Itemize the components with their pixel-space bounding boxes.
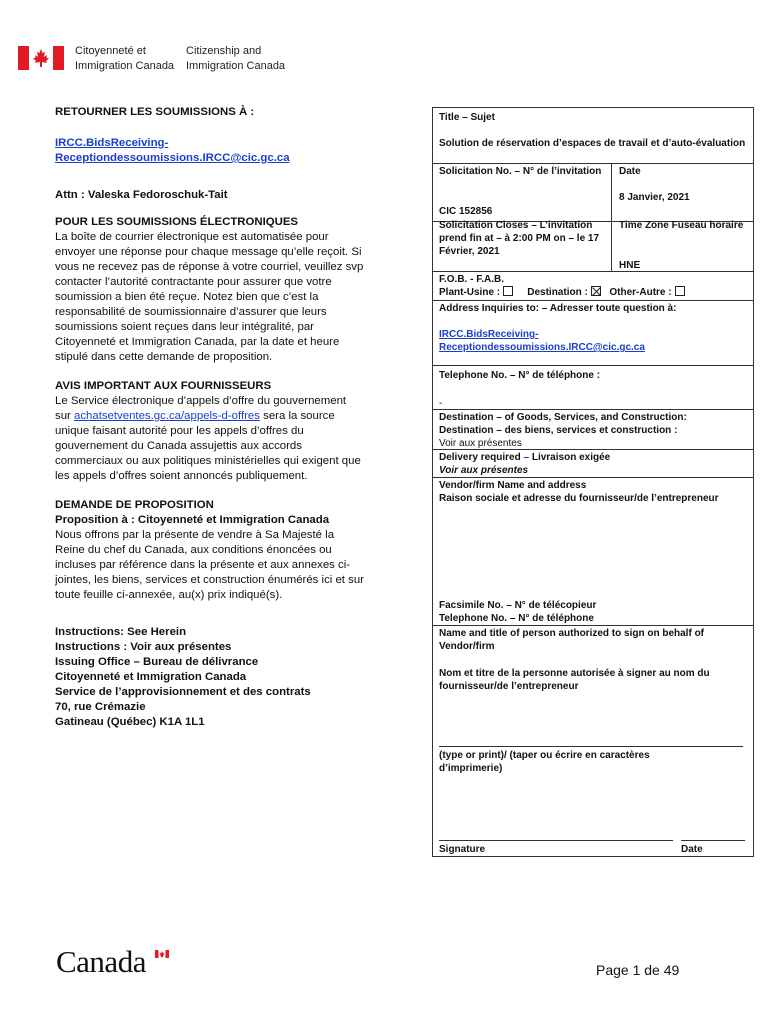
authorized-label: Name and title of person authorized to sign on behalf of Vendor/firm bbox=[439, 628, 705, 652]
vendor-row bbox=[433, 478, 753, 626]
wordmark-flag-icon bbox=[155, 950, 169, 958]
authorized-label-fr: Nom et titre de la personne autorisée à signer au nom du fournisseur/de l’entrepreneur bbox=[439, 668, 710, 692]
timezone-value: HNE bbox=[619, 260, 641, 271]
rfp-heading: DEMANDE DE PROPOSITION bbox=[55, 499, 214, 511]
destination-goods-value: Voir aux présentes bbox=[439, 438, 522, 449]
rfp-body: Nous offrons par la présente de vendre à Sa Majesté la Reine du chef du Canada, aux conditions énoncées ou incluses par référence dans la présente et aux annexes ci-jointes, les biens, services et construction énumérés ici et sur toute feuille ci-annexée, au(x) prix indiqué(s). bbox=[55, 529, 364, 601]
destination-goods-label-fr: Destination – des biens, services et construction : bbox=[439, 425, 678, 436]
closing-label: Solicitation Closes – L’invitation prend fin at – à 2:00 PM on – le 17 Février, 2021 bbox=[439, 220, 600, 257]
canada-wordmark bbox=[56, 944, 176, 980]
solicitation-form bbox=[432, 107, 754, 857]
type-or-print-label: (type or print)/ (taper ou écrire en caractères d’imprimerie) bbox=[439, 750, 650, 774]
inquiries-row bbox=[433, 301, 753, 366]
department-name-fr: Citoyenneté et Immigration Canada bbox=[75, 45, 175, 72]
inquiries-email-link[interactable]: IRCC.BidsReceiving- Receptiondessoumissions.IRCC@cic.gc.ca bbox=[439, 329, 645, 353]
print-line[interactable] bbox=[439, 746, 743, 747]
date-line[interactable] bbox=[681, 840, 745, 841]
solicitation-row bbox=[433, 164, 753, 222]
issuing-office-block: Instructions: See Herein Instructions : Voir aux présentes Issuing Office – Bureau de délivrance Citoyenneté et Immigration Canada Service de l’approvisionnement et des contrats 70, rue Crémazie Gatineau (Québec) K1A 1L1 bbox=[55, 626, 311, 728]
vendor-label-fr: Raison sociale et adresse du fournisseur/de l’entrepreneur bbox=[439, 493, 719, 504]
achats-link[interactable]: achatsetventes.gc.ca/appels-d-offres bbox=[74, 410, 260, 422]
attention-line: Attn : Valeska Fedoroschuk-Tait bbox=[55, 189, 228, 201]
fax-label: Facsimile No. – N° de télécopieur bbox=[439, 600, 597, 611]
destination-goods-label: Destination – of Goods, Services, and Construction: bbox=[439, 412, 687, 423]
closing-row bbox=[433, 218, 753, 272]
delivery-value: Voir aux présentes bbox=[439, 465, 529, 476]
left-column bbox=[55, 105, 365, 730]
telephone-value: - bbox=[439, 398, 443, 409]
fob-options: Plant-Usine : Destination : Other-Autre : bbox=[433, 285, 753, 300]
canada-wordmark-text: Canada bbox=[56, 944, 146, 979]
canada-flag-icon bbox=[18, 46, 64, 70]
title-value: Solution de réservation d’espaces de travail et d’auto-évaluation bbox=[439, 138, 746, 149]
notice-heading: AVIS IMPORTANT AUX FOURNISSEURS bbox=[55, 380, 272, 392]
title-row bbox=[433, 108, 753, 164]
telephone-row bbox=[433, 366, 753, 410]
electronic-heading: POUR LES SOUMISSIONS ÉLECTRONIQUES bbox=[55, 216, 299, 228]
date-sign-label: Date bbox=[681, 844, 703, 855]
solicitation-label: Solicitation No. – N° de l’invitation bbox=[439, 166, 602, 177]
destination-checkbox[interactable] bbox=[591, 286, 601, 296]
other-checkbox[interactable] bbox=[675, 286, 685, 296]
timezone-label: Time Zone Fuseau horaire bbox=[619, 220, 744, 231]
signature-line[interactable] bbox=[439, 840, 673, 841]
title-label: Title – Sujet bbox=[439, 112, 495, 123]
return-heading: RETOURNER LES SOUMISSIONS À : bbox=[55, 106, 255, 118]
date-label: Date bbox=[619, 166, 641, 177]
plant-checkbox[interactable] bbox=[503, 286, 513, 296]
vendor-label: Vendor/firm Name and address bbox=[439, 480, 587, 491]
fob-row bbox=[433, 272, 753, 301]
solicitation-value: CIC 152856 bbox=[439, 206, 493, 217]
notice-body: Le Service électronique d’appels d’offre du gouvernement sur achatsetventes.gc.ca/appels-d-offres sera la source unique faisant autorité pour les appels d’offres du gouvernement du Canada assujettis aux accords commerciaux ou aux politiques ministérielles qui exigent que les appels d’offres soient annoncés publiquement. bbox=[55, 395, 361, 482]
electronic-body: La boîte de courrier électronique est automatisée pour envoyer une réponse pour chaque message qu’elle reçoit. Si vous ne recevez pas de réponse à votre courriel, veuillez svp contacter l’autorité contractante pour assurer que votre soumission a bien été reçue. Notez bien que c’est la responsabilité de soumissionnaire d’assurer que leurs soumissions soient reçues dans leur intégralité, par Citoyenneté et Immigration Canada, par la date et heure stipulé dans cette demande de proposition. bbox=[55, 231, 364, 363]
page-number: Page 1 de 49 bbox=[596, 962, 680, 978]
delivery-label: Delivery required – Livraison exigée bbox=[439, 452, 611, 463]
proposal-to: Proposition à : Citoyenneté et Immigration Canada bbox=[55, 514, 330, 526]
return-email-link[interactable]: IRCC.BidsReceiving- Receptiondessoumissions.IRCC@cic.gc.ca bbox=[55, 137, 290, 164]
department-name-en: Citizenship and Immigration Canada bbox=[186, 45, 286, 72]
date-value: 8 Janvier, 2021 bbox=[619, 192, 690, 203]
inquiries-label: Address Inquiries to: – Adresser toute question à: bbox=[439, 303, 677, 314]
delivery-row bbox=[433, 450, 753, 478]
government-header bbox=[18, 40, 418, 76]
destination-goods-row bbox=[433, 410, 753, 450]
signature-label: Signature bbox=[439, 844, 486, 855]
fob-label: F.O.B. - F.A.B. bbox=[439, 274, 504, 285]
authorized-row bbox=[433, 626, 753, 858]
telephone-label: Telephone No. – N° de téléphone : bbox=[439, 370, 601, 381]
phone-label: Telephone No. – N° de téléphone bbox=[439, 613, 594, 624]
